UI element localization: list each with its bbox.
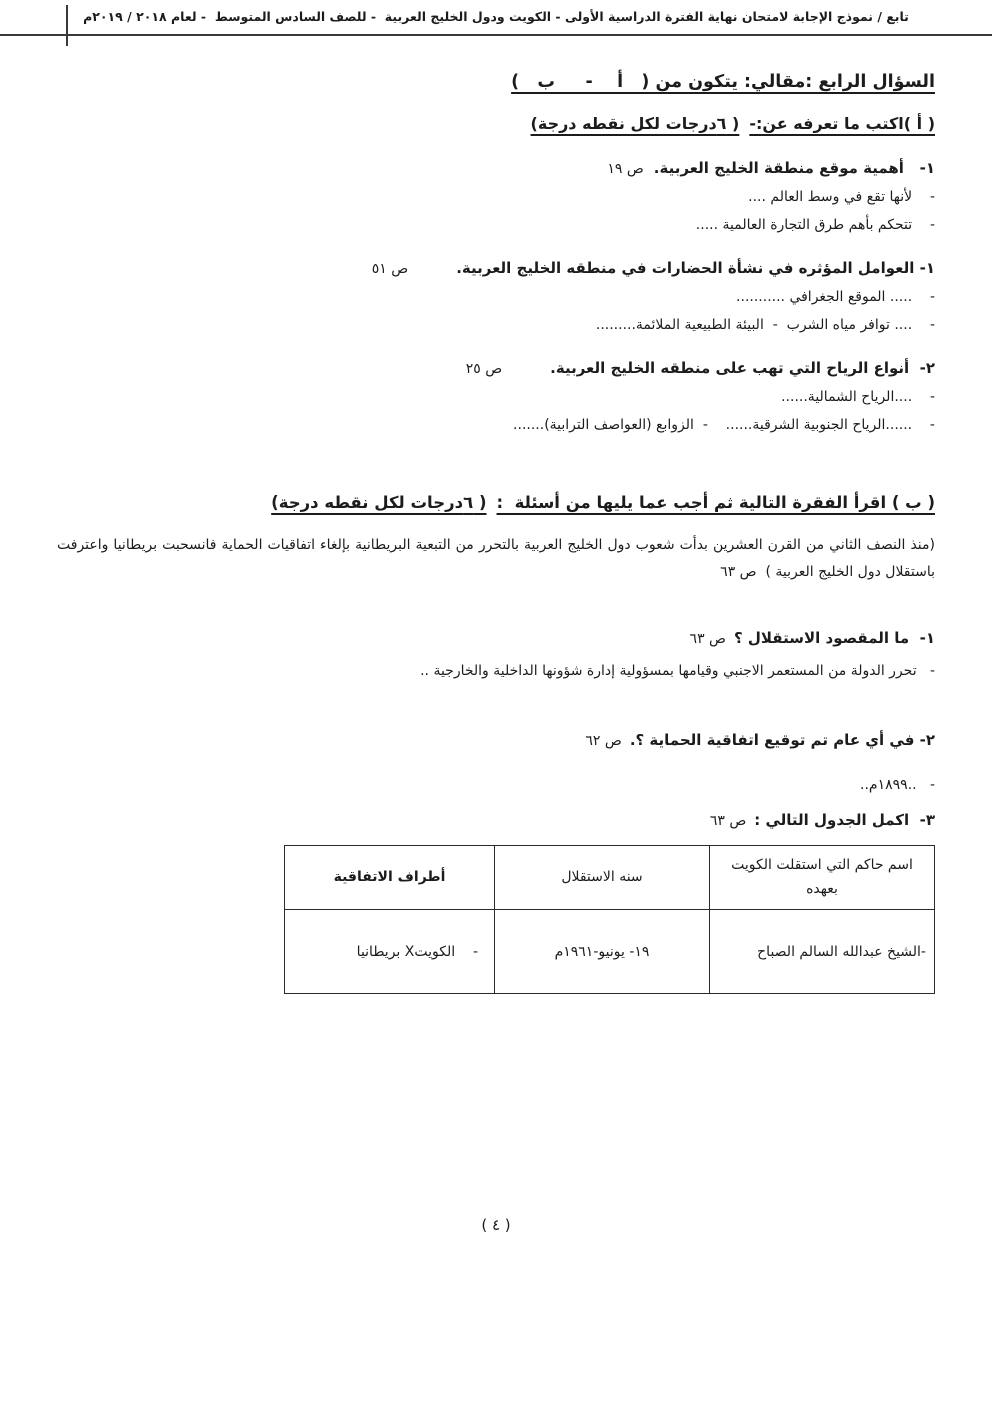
question-1-answer: - تحرر الدولة من المستعمر الاجنبي وقيامها بمسؤولية إدارة شؤونها الداخلية والخارجية .. <box>420 663 935 680</box>
answer-line: - ....الرياح الشمالية...... <box>781 389 935 405</box>
reading-passage: (منذ النصف الثاني من القرن العشرين بدأت شعوب دول الخليج العربية بالتحرر من التبعية البريطانية بإلغاء اتفاقيات الحماية فانسحبت بريطانيا واعترفت باستقلال دول الخليج العربية ) ص ٦٣ <box>52 537 935 580</box>
document-header <box>0 0 992 36</box>
question-1 <box>87 629 935 647</box>
question-2 <box>87 731 935 749</box>
table-row <box>285 910 935 994</box>
item-1-page-ref: ص ١٩ <box>607 161 644 177</box>
question-1-page-ref: ص ٦٣ <box>689 631 726 648</box>
item-1-heading: ١- أهمية موقع منطقة الخليج العربية. <box>653 159 935 177</box>
document-header-title: تابع / نموذج الإجابة لامتحان نهاية الفترة الدراسية الأولى - الكويت ودول الخليج العربية - للصف السادس المتوسط - لعام ٢٠١٨ / ٢٠١٩م <box>83 9 909 24</box>
table-header-ruler-name: اسم حاكم التي استقلت الكويت بعهده <box>710 846 935 910</box>
item-3-answers <box>119 383 935 439</box>
question-2-text: ٢- في أي عام تم توقيع اتفاقية الحماية ؟. <box>629 731 935 750</box>
question-1-text: ١- ما المقصود الاستقلال ؟ <box>733 629 935 648</box>
table-cell-agreement-parties: - الكويتX بريطانيا <box>285 910 495 994</box>
table-cell-ruler-name: -الشيخ عبدالله السالم الصباح <box>710 910 935 994</box>
item-2-title <box>87 259 935 277</box>
question-2-answer: - ..١٨٩٩م.. <box>860 777 935 794</box>
item-3-heading: ٢- أنواع الرياح التي تهب على منطقه الخليج العربية. <box>550 359 935 377</box>
answer-line: - لأنها تقع في وسط العالم .... <box>748 189 935 205</box>
item-1-answers <box>119 183 935 239</box>
table-header-row <box>285 846 935 910</box>
section-a-item-2 <box>87 259 935 339</box>
item-2-answers <box>119 283 935 339</box>
section-b-points-note: ( ٦درجات لكل نقطه درجة) <box>271 493 487 512</box>
table-header-independence-year: سنه الاستقلال <box>495 846 710 910</box>
item-2-page-ref: ص ٥١ <box>371 261 409 277</box>
question-3 <box>87 811 935 829</box>
section-b-heading-text: ( ب ) اقرأ الفقرة التالية ثم أجب عما يليها من أسئلة : <box>496 493 935 512</box>
section-a-item-1 <box>87 159 935 239</box>
question-3-text: ٣- اكمل الجدول التالي : <box>754 811 935 830</box>
section-a-heading <box>57 114 935 133</box>
question-3-page-ref: ص ٦٣ <box>709 813 747 830</box>
answer-line: - .... توافر مياه الشرب - البيئة الطبيعية الملائمة......... <box>595 317 935 333</box>
table-cell-independence-date: ١٩- يونيو-١٩٦١م <box>495 910 710 994</box>
answer-line: - ..... الموقع الجغرافي ........... <box>736 289 935 305</box>
header-left-border <box>66 5 68 46</box>
section-a-heading-text: ( أ )اكتب ما تعرفه عن:- <box>749 114 935 133</box>
document-body <box>0 72 992 994</box>
answer-line: - ......الرياح الجنوبية الشرقية...... - الزوابع (العواصف الترابية)....... <box>513 417 935 433</box>
item-3-title <box>87 359 935 377</box>
section-a-points-note: ( ٦درجات لكل نقطه درجة) <box>530 114 740 133</box>
section-b-heading <box>57 493 935 512</box>
answer-line: - تتحكم بأهم طرق التجارة العالمية ..... <box>695 217 935 233</box>
page-number: ( ٤ ) <box>481 1216 511 1234</box>
section-a-item-3 <box>87 359 935 439</box>
question-2-page-ref: ص ٦٢ <box>585 733 622 750</box>
item-2-heading: ١- العوامل المؤثره في نشأة الحضارات في منطقه الخليج العربية. <box>456 259 935 277</box>
completion-table <box>284 845 935 994</box>
item-1-title <box>87 159 935 177</box>
section-a-items <box>87 159 935 439</box>
item-3-page-ref: ص ٢٥ <box>465 361 503 377</box>
question4-title: السؤال الرابع :مقالي: يتكون من ( أ - ب ) <box>511 72 935 92</box>
table-header-agreement-parties: أطراف الاتفاقية <box>285 846 495 910</box>
